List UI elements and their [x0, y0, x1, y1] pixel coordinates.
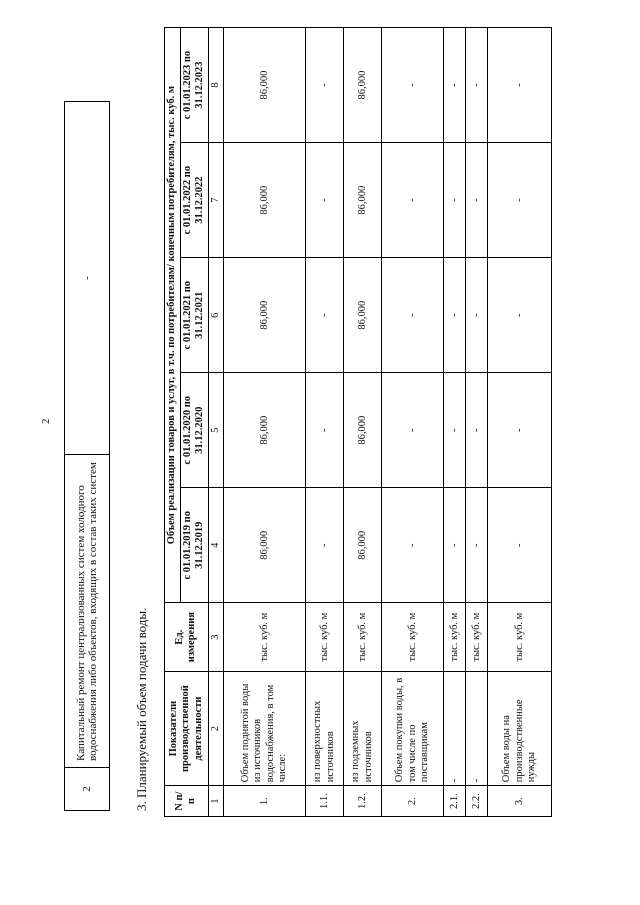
row-unit: тыс. куб. м	[466, 603, 488, 672]
row-value: -	[466, 373, 488, 488]
row-value: 86,000	[224, 143, 306, 258]
table-row	[344, 28, 382, 817]
column-number: 6	[208, 258, 224, 373]
row-num: 1.2.	[344, 786, 382, 817]
row-unit: тыс. куб. м	[382, 603, 444, 672]
row-value: 86,000	[344, 488, 382, 603]
period-header: с 01.01.2020 по 31.12.2020	[180, 373, 208, 488]
column-number: 3	[208, 603, 224, 672]
table-row	[466, 28, 488, 817]
row-value: -	[306, 28, 344, 143]
row-name: Объем поднятой воды из источников водоснабжения, в том числе:	[224, 671, 306, 785]
period-header: с 01.01.2019 по 31.12.2019	[180, 488, 208, 603]
row-value: -	[488, 373, 552, 488]
capital-repair-table	[64, 101, 110, 811]
row-value: 86,000	[344, 258, 382, 373]
row-name: из поверхностных источников	[306, 671, 344, 785]
row-value: -	[382, 488, 444, 603]
row-value: -	[488, 258, 552, 373]
period-header: с 01.01.2022 по 31.12.2022	[180, 143, 208, 258]
row-value: -	[488, 488, 552, 603]
column-number: 1	[208, 786, 224, 817]
table-row	[382, 28, 444, 817]
row-value: 86,000	[224, 373, 306, 488]
header-unit: Ед. измерения	[165, 603, 209, 672]
row-num: 3.	[488, 786, 552, 817]
period-header: с 01.01.2021 по 31.12.2021	[180, 258, 208, 373]
row-unit: тыс. куб. м	[224, 603, 306, 672]
row-value: -	[444, 143, 466, 258]
row-name: -	[444, 671, 466, 785]
section-title: 3. Планируемый объем подачи воды.	[134, 607, 149, 811]
capital-repair-num: 2	[65, 768, 110, 811]
row-value: -	[306, 373, 344, 488]
row-value: -	[382, 258, 444, 373]
row-name: Объем покупки воды, в том числе по поставщикам	[382, 671, 444, 785]
row-num: 2.2.	[466, 786, 488, 817]
row-unit: тыс. куб. м	[488, 603, 552, 672]
column-number: 5	[208, 373, 224, 488]
column-number-row	[208, 28, 224, 817]
row-value: -	[444, 28, 466, 143]
capital-repair-text: Капитальный ремонт централизованных систем холодного водоснабжения либо объектов, входящих в состав таких систем	[65, 455, 110, 768]
row-value: 86,000	[224, 28, 306, 143]
row-value: -	[306, 258, 344, 373]
row-num: 1.1.	[306, 786, 344, 817]
row-value: 86,000	[344, 28, 382, 143]
row-num: 2.1.	[444, 786, 466, 817]
row-value: -	[444, 258, 466, 373]
row-value: -	[306, 488, 344, 603]
row-value: -	[382, 373, 444, 488]
row-num: 2.	[382, 786, 444, 817]
water-supply-table	[164, 27, 552, 817]
row-value: -	[466, 28, 488, 143]
row-value: -	[306, 143, 344, 258]
header-indicator: Показатели производственной деятельности	[165, 671, 209, 785]
row-unit: тыс. куб. м	[306, 603, 344, 672]
row-value: -	[466, 258, 488, 373]
table-row	[224, 28, 306, 817]
table-row	[444, 28, 466, 817]
row-value: 86,000	[224, 488, 306, 603]
column-number: 8	[208, 28, 224, 143]
row-value: -	[444, 488, 466, 603]
row-value: -	[444, 373, 466, 488]
row-unit: тыс. куб. м	[344, 603, 382, 672]
column-number: 7	[208, 143, 224, 258]
row-value: -	[488, 143, 552, 258]
table-row	[488, 28, 552, 817]
row-value: -	[382, 143, 444, 258]
row-value: 86,000	[224, 258, 306, 373]
row-num: 1.	[224, 786, 306, 817]
row-name: Объем воды на производственные нужды	[488, 671, 552, 785]
page-number: 2	[40, 418, 52, 424]
table-row	[306, 28, 344, 817]
header-row	[165, 28, 181, 817]
header-num: N п/п	[165, 786, 209, 817]
capital-repair-row	[65, 102, 110, 811]
row-unit: тыс. куб. м	[444, 603, 466, 672]
row-value: 86,000	[344, 143, 382, 258]
row-value: -	[382, 28, 444, 143]
period-header: с 01.01.2023 по 31.12.2023	[180, 28, 208, 143]
column-number: 4	[208, 488, 224, 603]
column-number: 2	[208, 671, 224, 785]
header-volume: Объем реализации товаров и услуг, в т.ч. по потребителям/ конечным потребителям, тыс. куб. м	[165, 28, 181, 603]
row-value: -	[488, 28, 552, 143]
row-name: из подземных источников	[344, 671, 382, 785]
row-value: -	[466, 488, 488, 603]
row-value: -	[466, 143, 488, 258]
row-value: 86,000	[344, 373, 382, 488]
capital-repair-value: -	[65, 102, 110, 455]
row-name: -	[466, 671, 488, 785]
